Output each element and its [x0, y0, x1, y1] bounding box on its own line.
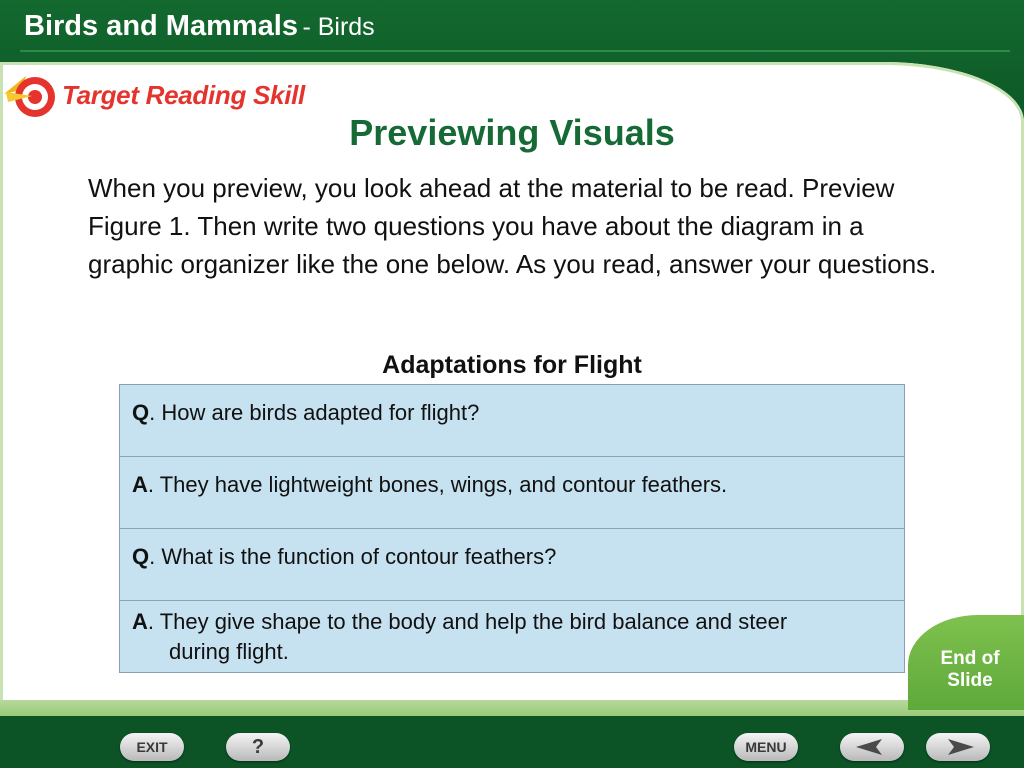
end-of-slide-line2: Slide — [947, 670, 993, 691]
menu-button[interactable]: MENU — [734, 733, 798, 761]
help-button[interactable]: ? — [226, 733, 290, 761]
target-reading-skill-logo: Target Reading Skill — [62, 80, 305, 110]
organizer-title: Adaptations for Flight — [382, 351, 642, 379]
question-text: . What is the function of contour feathers? — [149, 544, 557, 569]
end-of-slide-label — [924, 648, 1016, 692]
answer-text: . They give shape to the body and help the bird balance and steer — [147, 609, 788, 634]
header-subtitle: - Birds — [302, 13, 375, 41]
end-of-slide-line1: End of — [940, 648, 1000, 669]
organizer-row-question-2 — [120, 529, 904, 601]
answer-text: . They have lightweight bones, wings, and contour feathers. — [147, 472, 728, 497]
answer-tag: A — [132, 609, 148, 634]
header-title — [24, 10, 375, 43]
exit-button[interactable]: EXIT — [120, 733, 184, 761]
right-arrow-icon — [938, 737, 978, 757]
page-title: Previewing Visuals — [349, 112, 675, 153]
graphic-organizer — [119, 384, 905, 673]
intro-paragraph: When you preview, you look ahead at the material to be read. Preview Figure 1. Then write two questions you have about the diagram in a graphic organizer like the one below. As you read, answer your questions. — [88, 173, 937, 279]
header-main-title: Birds and Mammals — [24, 10, 298, 42]
question-text: . How are birds adapted for flight? — [149, 400, 480, 425]
answer-text-continued: during flight. — [169, 639, 289, 664]
question-tag: Q — [132, 400, 150, 425]
organizer-row-answer-1 — [120, 457, 904, 529]
answer-tag: A — [132, 472, 148, 497]
question-tag: Q — [132, 544, 150, 569]
left-arrow-icon — [852, 737, 892, 757]
previous-slide-button[interactable] — [840, 733, 904, 761]
organizer-row-answer-2 — [120, 601, 904, 672]
organizer-row-question-1 — [120, 385, 904, 457]
header-divider — [20, 50, 1010, 52]
next-slide-button[interactable] — [926, 733, 990, 761]
